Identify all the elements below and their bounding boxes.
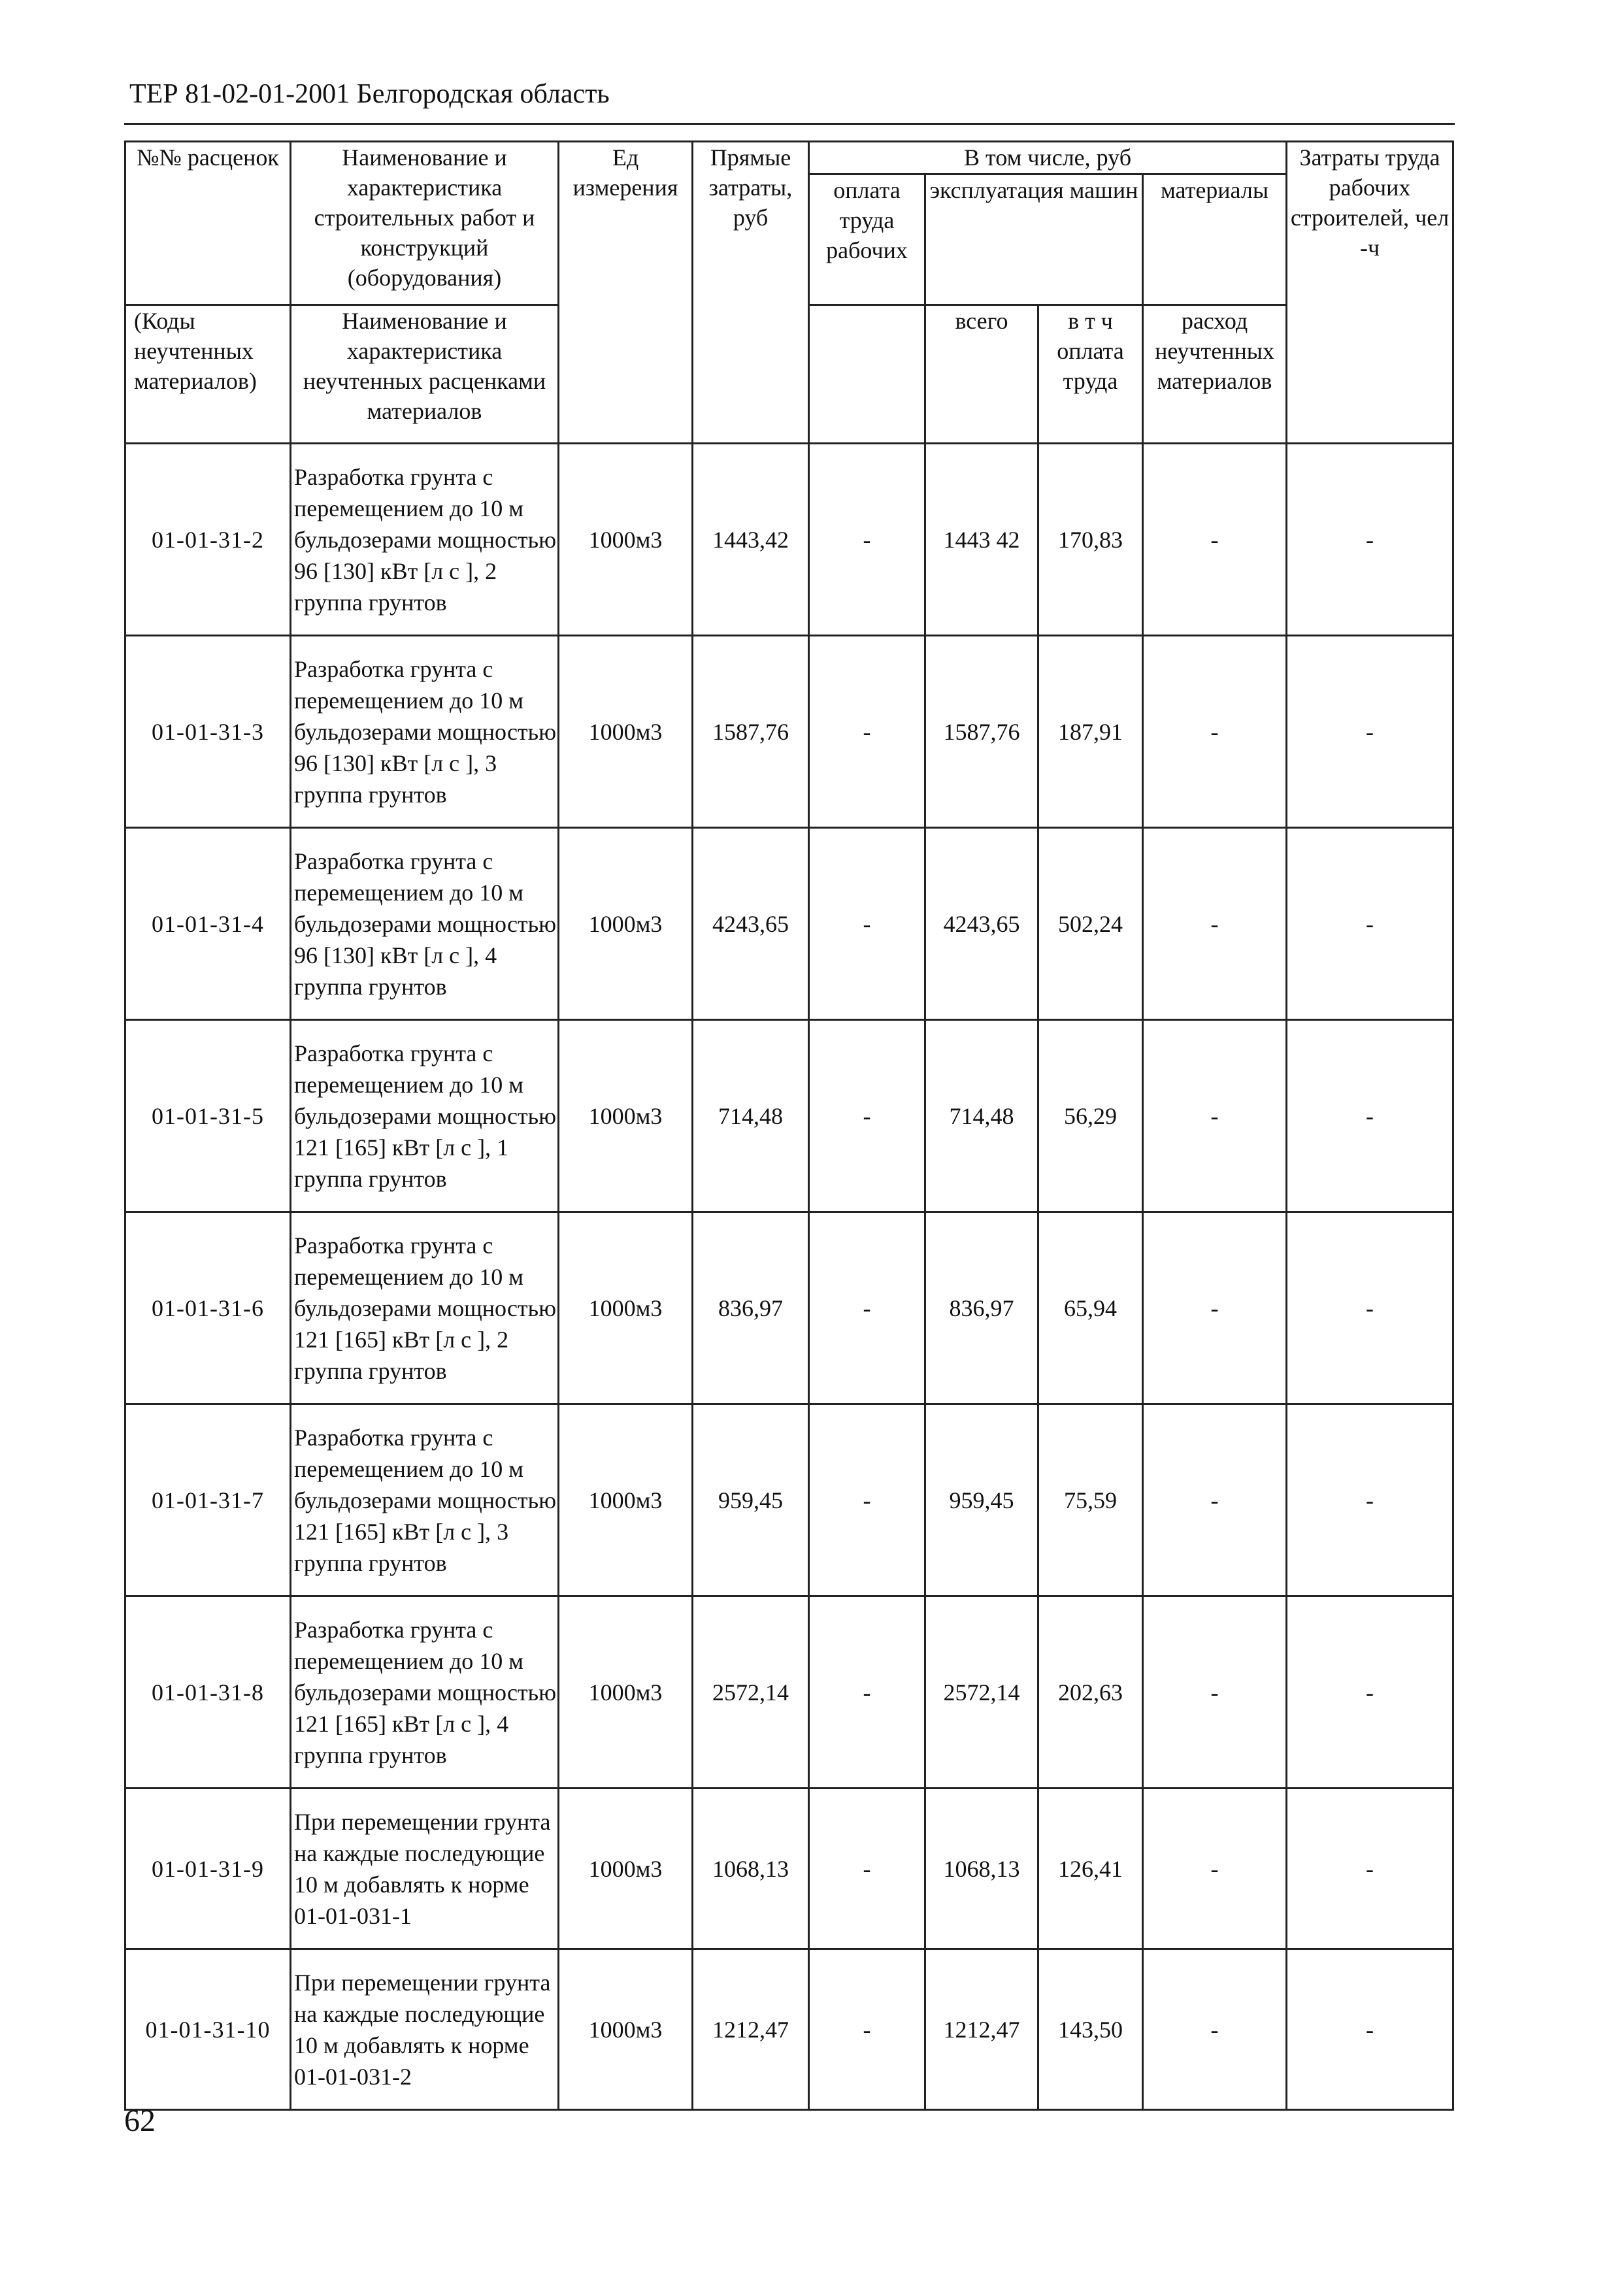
header-unit: Ед измерения xyxy=(559,142,693,444)
header-direct-costs: Прямые затраты, руб xyxy=(693,142,809,444)
labor-cost-cell: - xyxy=(1287,828,1453,1020)
labor-cost-cell: - xyxy=(1287,1020,1453,1212)
header-row-1 xyxy=(125,142,1453,174)
rate-name: Разработка грунта с перемещением до 10 м бульдозерами мощностью 96 [130] кВт [л с ], 4 группа грунтов xyxy=(291,828,559,1020)
labor-pay-cell: - xyxy=(809,1949,925,2110)
unit-cell: 1000м3 xyxy=(559,828,693,1020)
page-number: 62 xyxy=(124,2103,156,2138)
unit-cell: 1000м3 xyxy=(559,1789,693,1949)
rate-code: 01-01-31-8 xyxy=(125,1596,291,1789)
unit-cell: 1000м3 xyxy=(559,1404,693,1596)
table-row xyxy=(125,828,1453,1020)
machines-labor-cell: 56,29 xyxy=(1038,1020,1143,1212)
rates-table xyxy=(124,140,1454,2111)
header-materials: материалы xyxy=(1143,174,1287,305)
machines-total-cell: 959,45 xyxy=(925,1404,1038,1596)
direct-cost-cell: 714,48 xyxy=(693,1020,809,1212)
header-machines: эксплуатация машин xyxy=(925,174,1143,305)
labor-pay-cell: - xyxy=(809,828,925,1020)
labor-pay-cell: - xyxy=(809,444,925,636)
rate-name: При перемещении грунта на каждые последующие 10 м добавлять к норме 01-01-031-2 xyxy=(291,1949,559,2110)
table-row xyxy=(125,1404,1453,1596)
materials-cell: - xyxy=(1143,444,1287,636)
machines-total-cell: 1068,13 xyxy=(925,1789,1038,1949)
labor-pay-cell: - xyxy=(809,1020,925,1212)
labor-cost-cell: - xyxy=(1287,1596,1453,1789)
machines-total-cell: 4243,65 xyxy=(925,828,1038,1020)
direct-cost-cell: 4243,65 xyxy=(693,828,809,1020)
header-divider xyxy=(124,123,1455,125)
machines-total-cell: 836,97 xyxy=(925,1212,1038,1404)
rate-name: Разработка грунта с перемещением до 10 м бульдозерами мощностью 96 [130] кВт [л с ], 2 группа грунтов xyxy=(291,444,559,636)
rate-code: 01-01-31-10 xyxy=(125,1949,291,2110)
table-row xyxy=(125,1020,1453,1212)
rate-code: 01-01-31-9 xyxy=(125,1789,291,1949)
labor-pay-cell: - xyxy=(809,636,925,828)
direct-cost-cell: 959,45 xyxy=(693,1404,809,1596)
machines-total-cell: 1443 42 xyxy=(925,444,1038,636)
machines-labor-cell: 202,63 xyxy=(1038,1596,1143,1789)
materials-cell: - xyxy=(1143,1789,1287,1949)
materials-cell: - xyxy=(1143,636,1287,828)
table-row xyxy=(125,1789,1453,1949)
rate-name: Разработка грунта с перемещением до 10 м бульдозерами мощностью 121 [165] кВт [л с ], 2 группа грунтов xyxy=(291,1212,559,1404)
header-labor-pay-sub xyxy=(809,305,925,444)
header-unaccounted-consumption: расход неучтенных материалов xyxy=(1143,305,1287,444)
header-labor-cost: Затраты труда рабочих строителей, чел -ч xyxy=(1287,142,1453,444)
materials-cell: - xyxy=(1143,1020,1287,1212)
machines-labor-cell: 143,50 xyxy=(1038,1949,1143,2110)
rate-code: 01-01-31-2 xyxy=(125,444,291,636)
labor-cost-cell: - xyxy=(1287,444,1453,636)
unit-cell: 1000м3 xyxy=(559,1212,693,1404)
machines-total-cell: 2572,14 xyxy=(925,1596,1038,1789)
rate-name: При перемещении грунта на каждые последующие 10 м добавлять к норме 01-01-031-1 xyxy=(291,1789,559,1949)
direct-cost-cell: 836,97 xyxy=(693,1212,809,1404)
materials-cell: - xyxy=(1143,1212,1287,1404)
labor-pay-cell: - xyxy=(809,1212,925,1404)
rate-code: 01-01-31-5 xyxy=(125,1020,291,1212)
table-row xyxy=(125,444,1453,636)
materials-cell: - xyxy=(1143,1596,1287,1789)
unit-cell: 1000м3 xyxy=(559,1596,693,1789)
table-row xyxy=(125,1596,1453,1789)
header-labor-pay: оплата труда рабочих xyxy=(809,174,925,305)
labor-cost-cell: - xyxy=(1287,1789,1453,1949)
table-row xyxy=(125,636,1453,828)
header-name: Наименование и характеристика строительных работ и конструкций (оборудования) xyxy=(291,142,559,305)
machines-labor-cell: 65,94 xyxy=(1038,1212,1143,1404)
direct-cost-cell: 2572,14 xyxy=(693,1596,809,1789)
unit-cell: 1000м3 xyxy=(559,444,693,636)
header-machines-incl-pay: в т ч оплата труда xyxy=(1038,305,1143,444)
labor-cost-cell: - xyxy=(1287,1212,1453,1404)
machines-labor-cell: 187,91 xyxy=(1038,636,1143,828)
rate-name: Разработка грунта с перемещением до 10 м бульдозерами мощностью 121 [165] кВт [л с ], 1 группа грунтов xyxy=(291,1020,559,1212)
labor-cost-cell: - xyxy=(1287,1404,1453,1596)
header-unaccounted-name: Наименование и характеристика неучтенных расценками материалов xyxy=(291,305,559,444)
rate-name: Разработка грунта с перемещением до 10 м бульдозерами мощностью 121 [165] кВт [л с ], 3 группа грунтов xyxy=(291,1404,559,1596)
materials-cell: - xyxy=(1143,1949,1287,2110)
machines-total-cell: 1212,47 xyxy=(925,1949,1038,2110)
labor-pay-cell: - xyxy=(809,1596,925,1789)
direct-cost-cell: 1587,76 xyxy=(693,636,809,828)
machines-total-cell: 714,48 xyxy=(925,1020,1038,1212)
materials-cell: - xyxy=(1143,828,1287,1020)
materials-cell: - xyxy=(1143,1404,1287,1596)
table-row xyxy=(125,1212,1453,1404)
table-row xyxy=(125,1949,1453,2110)
rate-name: Разработка грунта с перемещением до 10 м бульдозерами мощностью 121 [165] кВт [л с ], 4 группа грунтов xyxy=(291,1596,559,1789)
page-header-title: ТЕР 81-02-01-2001 Белгородская область xyxy=(129,79,610,109)
rate-code: 01-01-31-4 xyxy=(125,828,291,1020)
machines-labor-cell: 75,59 xyxy=(1038,1404,1143,1596)
machines-total-cell: 1587,76 xyxy=(925,636,1038,828)
header-machines-total: всего xyxy=(925,305,1038,444)
labor-cost-cell: - xyxy=(1287,636,1453,828)
labor-cost-cell: - xyxy=(1287,1949,1453,2110)
direct-cost-cell: 1068,13 xyxy=(693,1789,809,1949)
header-num: №№ расценок xyxy=(125,142,291,305)
unit-cell: 1000м3 xyxy=(559,1020,693,1212)
rate-code: 01-01-31-6 xyxy=(125,1212,291,1404)
machines-labor-cell: 126,41 xyxy=(1038,1789,1143,1949)
direct-cost-cell: 1212,47 xyxy=(693,1949,809,2110)
labor-pay-cell: - xyxy=(809,1404,925,1596)
header-codes: (Коды неучтенных материалов) xyxy=(125,305,291,444)
rate-code: 01-01-31-7 xyxy=(125,1404,291,1596)
unit-cell: 1000м3 xyxy=(559,636,693,828)
labor-pay-cell: - xyxy=(809,1789,925,1949)
machines-labor-cell: 170,83 xyxy=(1038,444,1143,636)
direct-cost-cell: 1443,42 xyxy=(693,444,809,636)
unit-cell: 1000м3 xyxy=(559,1949,693,2110)
machines-labor-cell: 502,24 xyxy=(1038,828,1143,1020)
header-including: В том числе, руб xyxy=(809,142,1287,174)
rate-name: Разработка грунта с перемещением до 10 м бульдозерами мощностью 96 [130] кВт [л с ], 3 группа грунтов xyxy=(291,636,559,828)
rate-code: 01-01-31-3 xyxy=(125,636,291,828)
